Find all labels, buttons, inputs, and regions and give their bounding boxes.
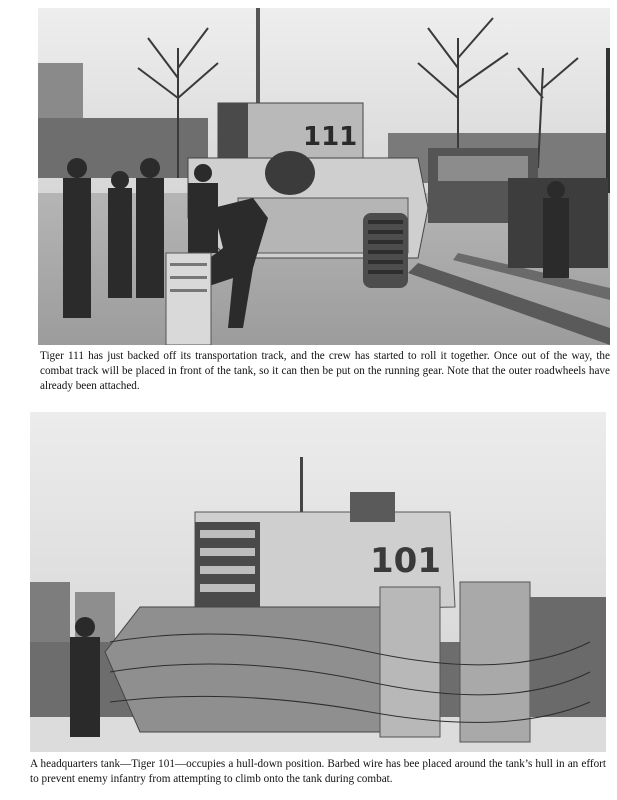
turret-number-111: 111 (303, 122, 358, 152)
caption-tiger-111: Tiger 111 has just backed off its transportation track, and the crew has started to roll it together. Once out of the way, the combat track will be placed in front of the tank, so it can then be put on the running gear. Note that the outer roadwheels have already been attached. (40, 350, 610, 392)
caption-tiger-101: A headquarters tank—Tiger 101—occupies a hull-down position. Barbed wire has bee placed around the tank’s hull in an effort to prevent enemy infantry from attempting to climb onto the tank during combat. (30, 758, 606, 785)
photo-tiger-101 (30, 412, 606, 752)
photo-tiger-111 (38, 8, 610, 345)
turret-number-101: 101 (370, 541, 441, 581)
photo-tiger-111-image (38, 8, 610, 345)
photo-tiger-101-image (30, 412, 606, 752)
